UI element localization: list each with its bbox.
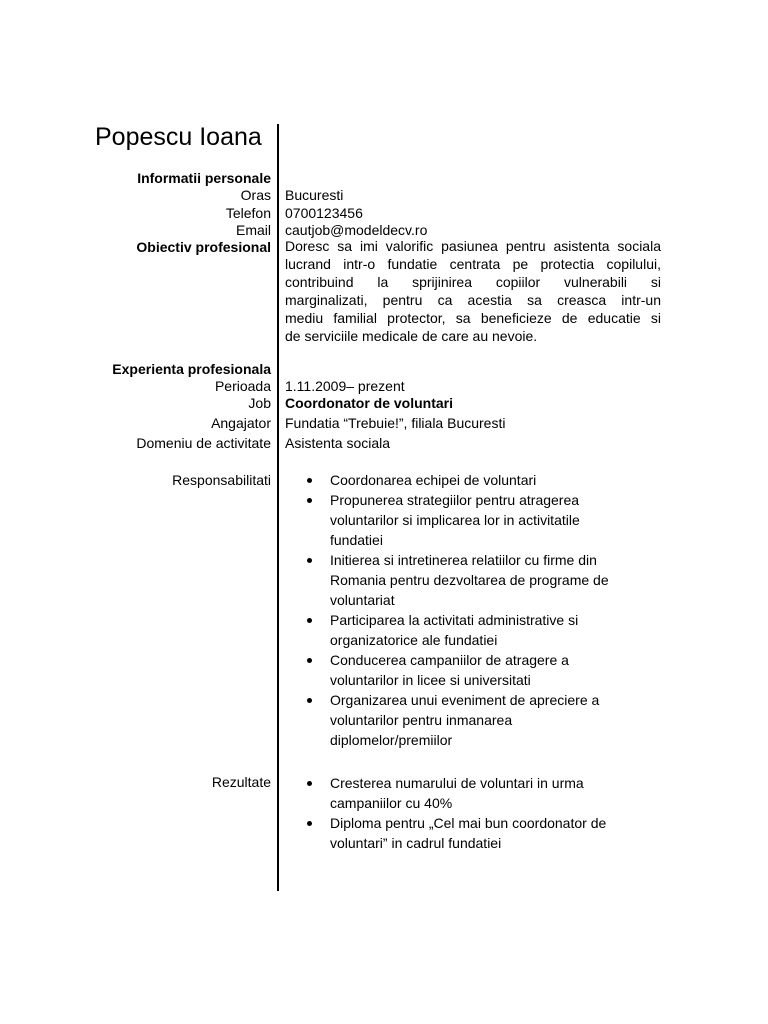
list-item	[305, 690, 665, 750]
list-item-line: Propunerea strategiilor pentru atragerea	[330, 492, 580, 508]
list-item-line: voluntariat	[330, 592, 395, 608]
objective-line: de serviciile medicale de care au nevoie.	[285, 328, 538, 344]
angajator-label: Angajator	[211, 415, 271, 431]
list-item-line: campaniilor cu 40%	[330, 795, 453, 811]
results-list	[305, 773, 665, 853]
email-label: Email	[235, 222, 271, 238]
list-item-line: voluntarilor in licee si universitati	[330, 672, 531, 688]
objective-text	[285, 237, 661, 345]
list-item-line: Coordonarea echipei de voluntari	[330, 472, 537, 488]
bullet-icon	[307, 698, 312, 703]
list-item-line: diplomelor/premiilor	[330, 732, 453, 748]
list-item	[305, 470, 665, 490]
list-item	[305, 650, 665, 690]
vertical-divider	[277, 124, 279, 891]
bullet-icon	[307, 558, 312, 563]
perioada-value: 1.11.2009– prezent	[285, 378, 405, 394]
list-item-line: organizatorice ale fundatiei	[330, 632, 498, 648]
objective-line: contribuind la sprijinirea copiilor vulnerabili si	[285, 274, 661, 290]
oras-label: Oras	[240, 187, 271, 203]
responsibilities-list	[305, 470, 665, 750]
bullet-icon	[307, 781, 312, 786]
results-label: Rezultate	[211, 774, 271, 790]
bullet-icon	[307, 618, 312, 623]
list-item	[305, 773, 665, 813]
list-item-line: Organizarea unui eveniment de apreciere a	[330, 692, 600, 708]
objective-line: marginalizati, pentru ca acestia sa creasca intr-un	[285, 292, 661, 308]
list-item-line: voluntarilor pentru inmanarea	[330, 712, 513, 728]
email-value: cautjob@modeldecv.ro	[285, 222, 428, 238]
list-item	[305, 610, 665, 650]
angajator-value: Fundatia “Trebuie!”, filiala Bucuresti	[285, 415, 506, 431]
oras-value: Bucuresti	[285, 187, 344, 203]
objective-line: lucrand intr-o fundatie centrata pe protectia copilului,	[285, 256, 661, 272]
objective-line: Doresc sa imi valorific pasiunea pentru asistenta sociala	[285, 238, 661, 254]
list-item-line: Conducerea campaniilor de atragere a	[330, 652, 569, 668]
list-item	[305, 490, 665, 550]
list-item-line: Initierea si intretinerea relatiilor cu firme din	[330, 552, 597, 568]
list-item-line: voluntari” in cadrul fundatiei	[330, 835, 502, 851]
experience-heading: Experienta profesionala	[112, 361, 271, 377]
telefon-value: 0700123456	[285, 205, 363, 221]
domeniu-value: Asistenta sociala	[285, 435, 391, 451]
telefon-label: Telefon	[225, 205, 271, 221]
list-item-line: voluntarilor si implicarea lor in activitatile	[330, 512, 580, 528]
list-item-line: Diploma pentru „Cel mai bun coordonator de	[330, 815, 607, 831]
list-item	[305, 550, 665, 610]
list-item-line: Romania pentru dezvoltarea de programe de	[330, 572, 609, 588]
job-label: Job	[248, 395, 271, 411]
list-item-line: Cresterea numarului de voluntari in urma	[330, 775, 584, 791]
objective-line: mediu familial protector, sa beneficieze de educatie si	[285, 310, 661, 326]
bullet-icon	[307, 821, 312, 826]
responsibilities-label: Responsabilitati	[172, 472, 271, 488]
list-item-line: Participarea la activitati administrative si	[330, 612, 579, 628]
list-item	[305, 813, 665, 853]
objective-heading: Obiectiv profesional	[136, 239, 271, 255]
perioada-label: Perioada	[214, 378, 271, 394]
personal-heading: Informatii personale	[137, 170, 271, 186]
candidate-name: Popescu Ioana	[95, 123, 262, 151]
list-item-line: fundatiei	[330, 532, 383, 548]
bullet-icon	[307, 658, 312, 663]
domeniu-label: Domeniu de activitate	[136, 435, 271, 451]
bullet-icon	[307, 498, 312, 503]
bullet-icon	[307, 478, 312, 483]
job-value: Coordonator de voluntari	[285, 395, 453, 411]
